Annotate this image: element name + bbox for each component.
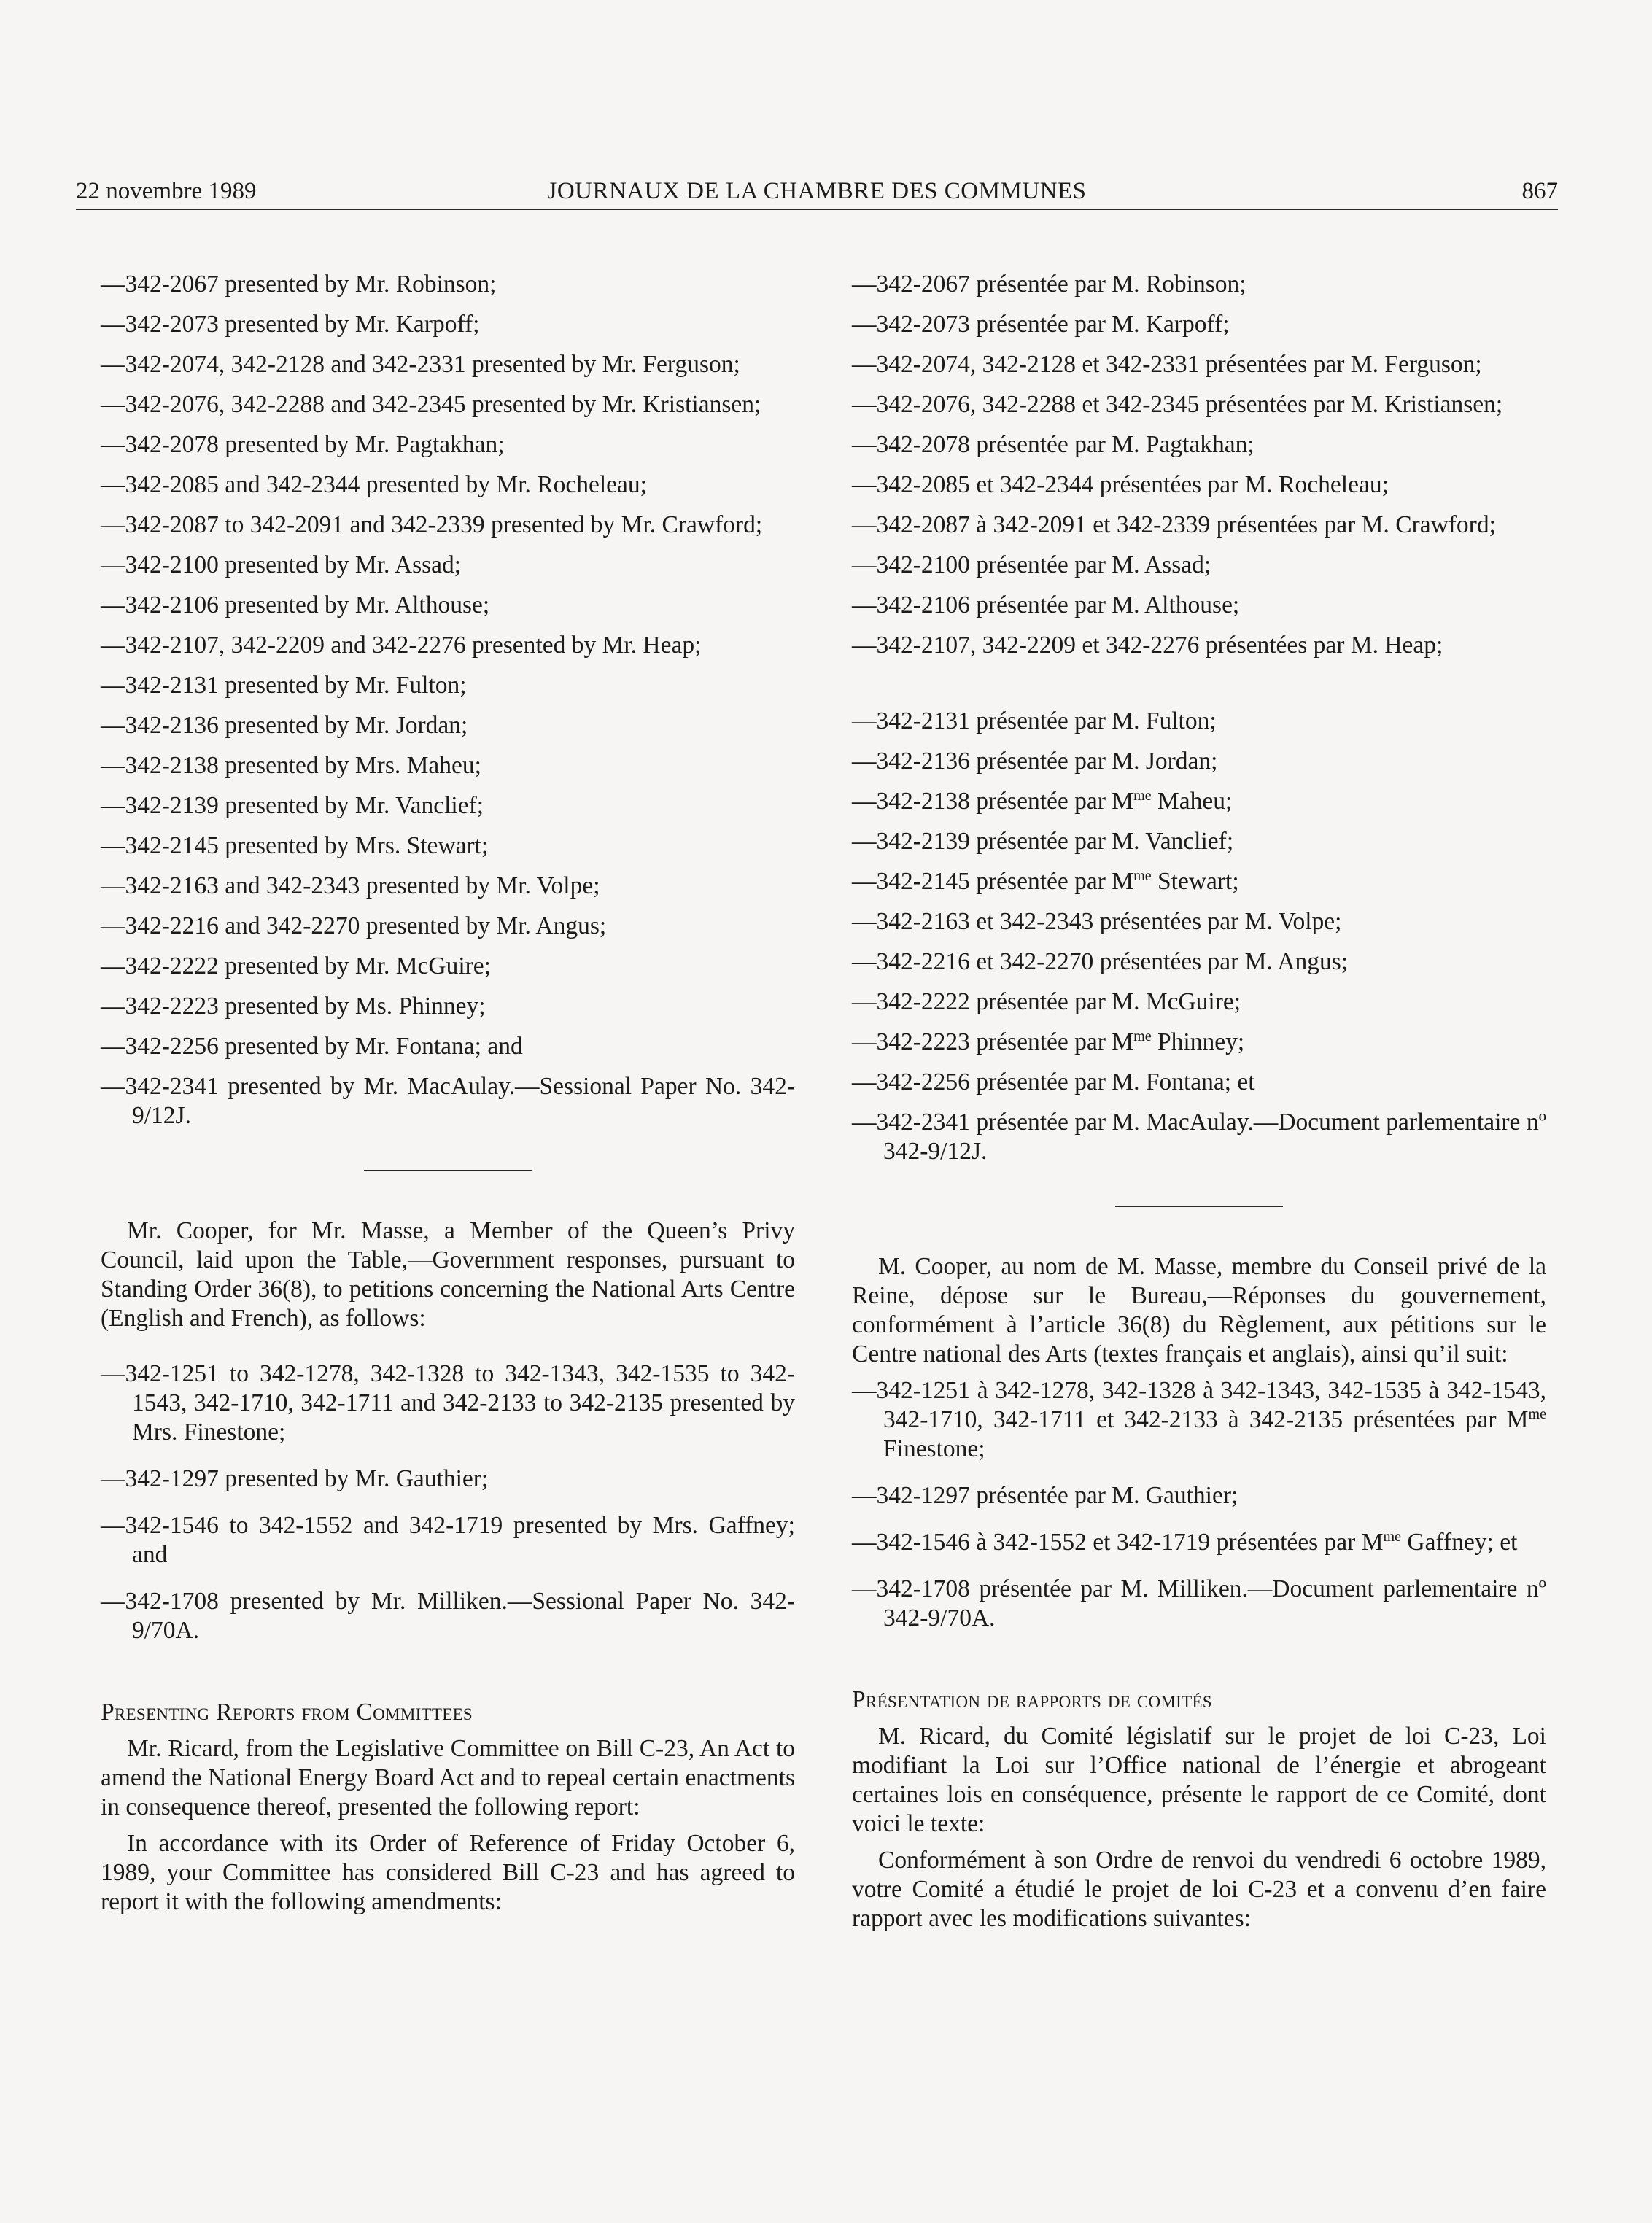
report-body-paragraph: In accordance with its Order of Reference of Friday October 6, 1989, your Committee has considered Bill C-23 and has agreed to report it with the following amendments: bbox=[101, 1830, 795, 1915]
french-column bbox=[852, 270, 1546, 1941]
list-item: —342-2107, 342-2209 et 342-2276 présentées par M. Heap; bbox=[852, 632, 1443, 659]
list-item: —342-2131 presented by Mr. Fulton; bbox=[101, 672, 467, 699]
list-item: —342-2078 présentée par M. Pagtakhan; bbox=[852, 431, 1254, 458]
list-item: —342-1546 à 342-1552 et 342-1719 présentées par $M^{me}$ Gaffney; et bbox=[852, 1528, 1518, 1556]
list-item: —342-2067 presented by Mr. Robinson; bbox=[101, 271, 497, 298]
list-item: —342-2138 presented by Mrs. Maheu; bbox=[101, 752, 481, 779]
list-item: —342-2139 présentée par M. Vanclief; bbox=[852, 828, 1234, 855]
header-rule bbox=[76, 209, 1558, 210]
section-divider bbox=[1115, 1206, 1283, 1207]
list-item: —342-1251 to 342-1278, 342-1328 to 342-1343, 342-1535 to 342-1543, 342-1710, 342-1711 and 342-2133 to 342-2135 presented by Mrs. Finestone; bbox=[101, 1360, 795, 1446]
petition-list-1 bbox=[101, 270, 795, 1130]
section-divider bbox=[364, 1170, 532, 1171]
list-item: —342-2256 présentée par M. Fontana; et bbox=[852, 1068, 1255, 1095]
petition-list-2 bbox=[101, 1359, 795, 1645]
section-heading: Presenting Reports from Committees bbox=[101, 1699, 473, 1726]
government-responses-paragraph: Mr. Cooper, for Mr. Masse, a Member of the Queen’s Privy Council, laid upon the Table,—Government responses, pursuant to Standing Order 36(8), to petitions concerning the National Arts Centre (English and French), as follows: bbox=[101, 1217, 795, 1332]
report-intro-paragraph: Mr. Ricard, from the Legislative Committee on Bill C-23, An Act to amend the National Energy Board Act and to repeal certain enactments in consequence thereof, presented the following report: bbox=[101, 1735, 795, 1820]
list-item: —342-1546 to 342-1552 and 342-1719 presented by Mrs. Gaffney; and bbox=[101, 1512, 795, 1568]
list-item: —342-1297 présentée par M. Gauthier; bbox=[852, 1482, 1238, 1509]
government-responses-paragraph: M. Cooper, au nom de M. Masse, membre du Conseil privé de la Reine, dépose sur le Bureau,—Réponses du gouvernement, conformément à l’article 36(8) du Règlement, aux pétitions sur le Centre national des Arts (textes français et anglais), ainsi qu’il suit: bbox=[852, 1253, 1546, 1367]
list-item: —342-2216 et 342-2270 présentées par M. Angus; bbox=[852, 948, 1349, 975]
list-item: —342-2163 and 342-2343 presented by Mr. Volpe; bbox=[101, 872, 600, 899]
list-item: —342-2076, 342-2288 et 342-2345 présentées par M. Kristiansen; bbox=[852, 391, 1503, 418]
list-item: —342-2100 presented by Mr. Assad; bbox=[101, 551, 462, 578]
header-title: JOURNAUX DE LA CHAMBRE DES COMMUNES bbox=[547, 178, 1087, 204]
list-item: —342-2106 presented by Mr. Althouse; bbox=[101, 591, 490, 618]
list-item: —342-2138 présentée par $M^{me}$ Maheu; bbox=[852, 787, 1233, 815]
english-column bbox=[101, 270, 795, 1924]
list-item: —342-1708 presented by Mr. Milliken.—Sessional Paper No. 342-9/70A. bbox=[101, 1588, 795, 1644]
list-item: —342-2107, 342-2209 and 342-2276 presented by Mr. Heap; bbox=[101, 632, 702, 659]
page-header bbox=[76, 174, 1558, 209]
list-item: —342-2067 présentée par M. Robinson; bbox=[852, 271, 1246, 298]
list-item: —342-2341 présentée par M. MacAulay.—Document parlementaire nº 342-9/12J. bbox=[852, 1109, 1546, 1165]
list-item: —342-1297 presented by Mr. Gauthier; bbox=[101, 1465, 489, 1492]
list-item: —342-2131 présentée par M. Fulton; bbox=[852, 707, 1217, 734]
list-item: —342-2163 et 342-2343 présentées par M. Volpe; bbox=[852, 908, 1342, 935]
header-date: 22 novembre 1989 bbox=[76, 178, 257, 204]
list-item: —342-2073 présentée par M. Karpoff; bbox=[852, 311, 1230, 338]
list-item: —342-2085 et 342-2344 présentées par M. Rocheleau; bbox=[852, 471, 1389, 498]
list-item: —342-2223 presented by Ms. Phinney; bbox=[101, 993, 486, 1020]
list-item: —342-2223 présentée par $M^{me}$ Phinney; bbox=[852, 1028, 1245, 1055]
list-item: —342-2085 and 342-2344 presented by Mr. Rocheleau; bbox=[101, 471, 647, 498]
list-item: —342-2145 presented by Mrs. Stewart; bbox=[101, 832, 489, 859]
list-item: —342-2106 présentée par M. Althouse; bbox=[852, 591, 1240, 618]
petition-list-1 bbox=[852, 270, 1546, 1166]
list-item: —342-2136 présentée par M. Jordan; bbox=[852, 748, 1218, 775]
list-item: —342-1251 à 342-1278, 342-1328 à 342-1343, 342-1535 à 342-1543, 342-1710, 342-1711 et 342-2133 à 342-2135 présentées par $M^{me}$ Finestone; bbox=[852, 1377, 1546, 1462]
report-body-paragraph: Conformément à son Ordre de renvoi du vendredi 6 octobre 1989, votre Comité a étudié le projet de loi C-23 et a convenu d’en faire rapport avec les modifications suivantes: bbox=[852, 1847, 1546, 1932]
list-item: —342-2136 presented by Mr. Jordan; bbox=[101, 712, 468, 739]
list-item: —342-2076, 342-2288 and 342-2345 presented by Mr. Kristiansen; bbox=[101, 391, 761, 418]
list-item: —342-2222 presented by Mr. McGuire; bbox=[101, 953, 491, 979]
column-spacer bbox=[852, 678, 1546, 707]
section-heading: Présentation de rapports de comités bbox=[852, 1686, 1212, 1713]
list-item: —342-2222 présentée par M. McGuire; bbox=[852, 988, 1241, 1015]
list-item: —342-2145 présentée par $M^{me}$ Stewart; bbox=[852, 867, 1239, 895]
list-item: —342-2256 presented by Mr. Fontana; and bbox=[101, 1033, 523, 1060]
list-item: —342-2216 and 342-2270 presented by Mr. Angus; bbox=[101, 912, 607, 939]
list-item: —342-2087 to 342-2091 and 342-2339 presented by Mr. Crawford; bbox=[101, 511, 763, 538]
report-intro-paragraph: M. Ricard, du Comité législatif sur le projet de loi C-23, Loi modifiant la Loi sur l’Office national de l’énergie et abrogeant certaines lois en conséquence, présente le rapport de ce Comité, dont voici le texte: bbox=[852, 1723, 1546, 1837]
list-item: —342-1708 présentée par M. Milliken.—Document parlementaire nº 342-9/70A. bbox=[852, 1575, 1546, 1632]
list-item: —342-2073 presented by Mr. Karpoff; bbox=[101, 311, 480, 338]
list-item: —342-2074, 342-2128 et 342-2331 présentées par M. Ferguson; bbox=[852, 351, 1482, 378]
header-page-number: 867 bbox=[1521, 178, 1558, 204]
list-item: —342-2087 à 342-2091 et 342-2339 présentées par M. Crawford; bbox=[852, 511, 1496, 538]
petition-list-2 bbox=[852, 1376, 1546, 1633]
list-item: —342-2078 presented by Mr. Pagtakhan; bbox=[101, 431, 505, 458]
list-item: —342-2139 presented by Mr. Vanclief; bbox=[101, 792, 484, 819]
list-item: —342-2341 presented by Mr. MacAulay.—Sessional Paper No. 342-9/12J. bbox=[101, 1073, 795, 1129]
list-item: —342-2100 présentée par M. Assad; bbox=[852, 551, 1211, 578]
list-item: —342-2074, 342-2128 and 342-2331 presented by Mr. Ferguson; bbox=[101, 351, 740, 378]
